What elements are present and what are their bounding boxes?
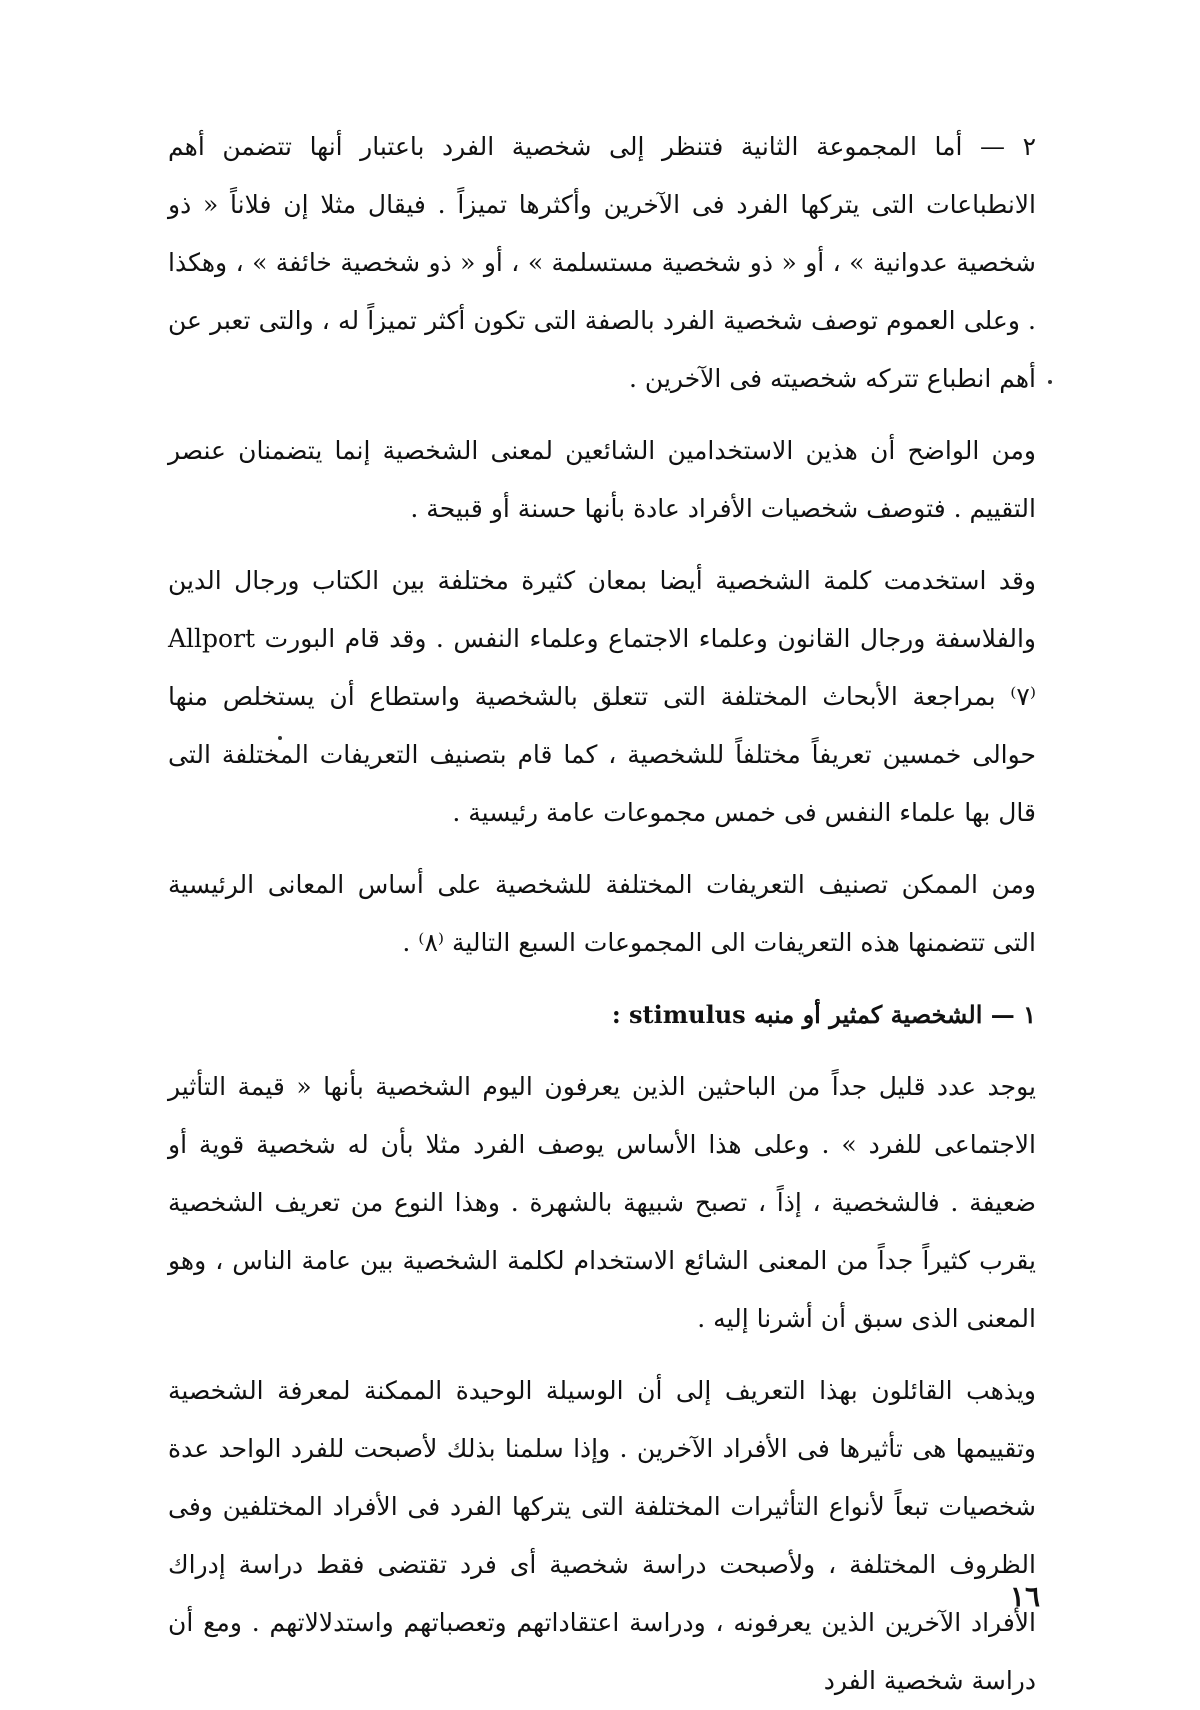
paragraph-second-group: ٢ — أما المجموعة الثانية فتنظر إلى شخصية الفرد باعتبار أنها تتضمن أهم الانطباعات التى يتركها الفرد فى الآخرين وأكثرها تميزاً . فيقال مثلا إن فلاناً « ذو شخصية عدوانية » ، أو « ذو شخصية مستسلمة » ، أو « ذو شخصية خائفة » ، وهكذا . وعلى العموم توصف شخصية الفرد بالصفة التى تكون أكثر تميزاً له ، والتى تعبر عن أهم انطباع تتركه شخصيته فى الآخرين . <box>168 132 1036 393</box>
paragraph-social-stimulus: يوجد عدد قليل جداً من الباحثين الذين يعرفون اليوم الشخصية بأنها « قيمة التأثير الاجتماعى للفرد » . وعلى هذا الأساس يوصف الفرد مثلا بأن له شخصية قوية أو ضعيفة . فالشخصية ، إذاً ، تصبح شبيهة بالشهرة . وهذا النوع من تعريف الشخصية يقرب كثيراً جداً من المعنى الشائع الاستخدام لكلمة الشخصية بين عامة الناس ، وهو المعنى الذى سبق أن أشرنا إليه . <box>168 1072 1036 1333</box>
paragraph-evaluation: ومن الواضح أن هذين الاستخدامين الشائعين لمعنى الشخصية إنما يتضمنان عنصر التقييم . فتوصف شخصيات الأفراد عادة بأنها حسنة أو قبيحة . <box>168 436 1036 523</box>
scan-speck <box>278 736 282 740</box>
paragraph-seven-groups: ومن الممكن تصنيف التعريفات المختلفة للشخصية على أساس المعانى الرئيسية التى تتضمنها هذه التعريفات الى المجموعات السبع التالية ⁽٨⁾ . <box>168 870 1036 957</box>
page-number: ١٦ <box>1009 1580 1040 1613</box>
section-heading: ١ — الشخصية كمثير أو منبه stimulus : <box>611 1000 1036 1029</box>
page-body <box>168 118 1036 1710</box>
paragraph-allport: وقد استخدمت كلمة الشخصية أيضا بمعان كثيرة مختلفة بين الكتاب ورجال الدين والفلاسفة ورجال القانون وعلماء الاجتماع وعلماء النفس . وقد قام البورت Allport ⁽٧⁾ بمراجعة الأبحاث المختلفة التى تتعلق بالشخصية واستطاع أن يستخلص منها حوالى خمسين تعريفاً مختلفاً للشخصية ، كما قام بتصنيف التعريفات المختلفة التى قال بها علماء النفس فى خمس مجموعات عامة رئيسية . <box>168 566 1036 827</box>
scan-speck <box>1048 380 1052 384</box>
paragraph-evaluation-others: ويذهب القائلون بهذا التعريف إلى أن الوسيلة الوحيدة الممكنة لمعرفة الشخصية وتقييمها هى تأثيرها فى الأفراد الآخرين . وإذا سلمنا بذلك لأصبحت للفرد الواحد عدة شخصيات تبعاً لأنواع التأثيرات المختلفة التى يتركها الفرد فى الأفراد المختلفين وفى الظروف المختلفة ، ولأصبحت دراسة شخصية أى فرد تقتضى فقط دراسة إدراك الأفراد الآخرين الذين يعرفونه ، ودراسة اعتقاداتهم وتعصباتهم واستدلالاتهم . ومع أن دراسة شخصية الفرد <box>168 1376 1036 1695</box>
